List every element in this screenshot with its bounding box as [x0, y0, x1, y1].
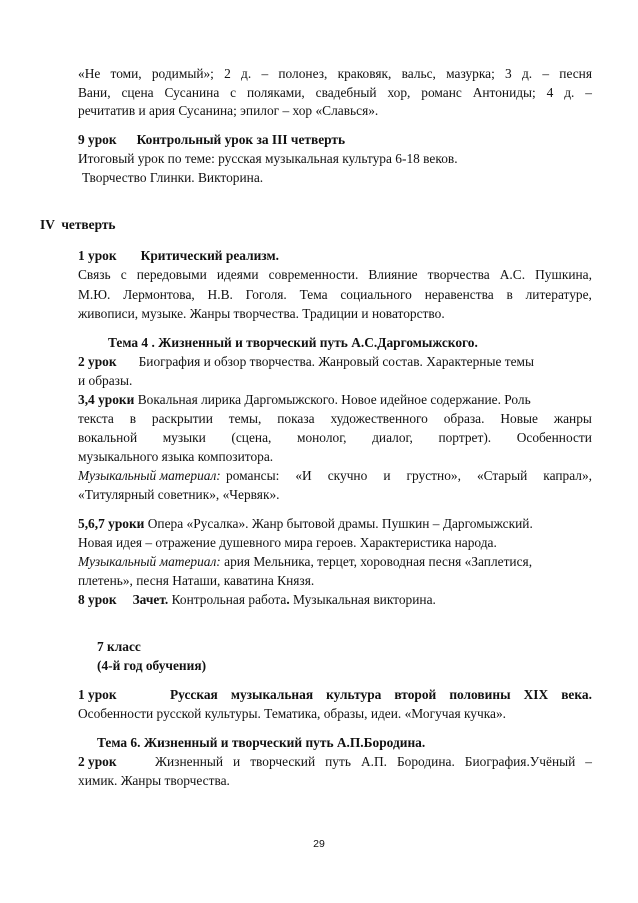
text-line: музыкального языка композитора.	[78, 449, 274, 464]
word: А.П.	[360, 754, 387, 769]
word: жанры	[553, 411, 592, 426]
word: грустно»,	[406, 468, 461, 483]
word: мазурка;	[446, 66, 495, 81]
word: с	[120, 267, 127, 282]
word: поляками,	[246, 85, 305, 100]
text-line: и образы.	[78, 373, 133, 388]
word: Новые	[500, 411, 538, 426]
word: полонез,	[278, 66, 328, 81]
word: капрал»,	[543, 468, 592, 483]
lesson-line	[78, 752, 592, 771]
quarter-heading: IV четверть	[40, 217, 116, 232]
word: Сусанина	[164, 85, 220, 100]
text-line: «Титулярный советник», «Червяк».	[78, 487, 280, 502]
bold-period: .	[286, 592, 290, 607]
text-line	[78, 409, 592, 428]
lesson-title: Зачет.	[132, 592, 169, 607]
text-line: Особенности русской культуры. Тематика, образы, идеи. «Могучая кучка».	[78, 706, 506, 721]
word: современности.	[268, 267, 359, 282]
lesson-text: Биография и обзор творчества. Жанровый состав. Характерные темы	[138, 354, 535, 369]
word: свадебный	[315, 85, 377, 100]
word: Особенности	[516, 430, 592, 445]
lesson-line	[78, 390, 531, 409]
word: Пушкина,	[535, 267, 592, 282]
word: «Старый	[476, 468, 528, 483]
word: М.Ю.	[78, 287, 111, 302]
lesson-number: 1 урок	[78, 248, 117, 263]
word: социального	[340, 287, 412, 302]
text-line: Итоговый урок по теме: русская музыкальная культура 6-18 веков.	[78, 151, 458, 166]
word: портрет).	[438, 430, 492, 445]
word: Жизненный	[155, 754, 224, 769]
word: с	[230, 85, 237, 100]
word: А.С.	[499, 267, 526, 282]
word: и	[233, 754, 241, 769]
lesson-line	[78, 590, 436, 609]
word: вокальной	[78, 430, 138, 445]
lesson-title: Критический реализм.	[140, 248, 279, 263]
material-line	[78, 552, 532, 571]
word: томи,	[110, 66, 142, 81]
lesson-text: Контрольная работа	[171, 592, 287, 607]
page-number: 29	[313, 838, 325, 850]
lesson-line	[78, 352, 534, 371]
word: 3	[505, 66, 512, 81]
word: монолог,	[296, 430, 347, 445]
word: диалог,	[372, 430, 413, 445]
word: в	[129, 411, 137, 426]
word: –	[542, 66, 550, 81]
word: Русская	[170, 687, 218, 702]
grade-subheading: (4-й год обучения)	[97, 658, 207, 673]
word: (сцена,	[231, 430, 272, 445]
word: песня	[559, 66, 592, 81]
word: д.	[521, 66, 533, 81]
word: передовыми	[136, 267, 207, 282]
word: текста	[78, 411, 114, 426]
word: музыкальная	[230, 687, 314, 702]
word: показа	[277, 411, 315, 426]
lesson-number: 5,6,7 уроки	[78, 516, 145, 531]
word: Бородина.	[396, 754, 455, 769]
word: 2	[224, 66, 231, 81]
word: и	[383, 468, 391, 483]
word: романс	[421, 85, 462, 100]
text-line: живописи, музыке. Жанры творчества. Традиции и новаторство.	[78, 306, 445, 321]
material-text: ария Мельника, терцет, хороводная песня «Заплетися,	[224, 554, 533, 569]
lesson-number: 2 урок	[78, 754, 117, 769]
word: Лермонтова,	[123, 287, 195, 302]
material-label: Музыкальный материал:	[78, 468, 221, 483]
word: литературе,	[525, 287, 592, 302]
material-label: Музыкальный материал:	[78, 554, 221, 569]
word: образа.	[443, 411, 485, 426]
word: музыки	[162, 430, 206, 445]
text-line: речитатив и ария Сусанина; эпилог – хор «Славься».	[78, 103, 379, 118]
text-line: Творчество Глинки. Викторина.	[82, 170, 264, 185]
word: половины	[449, 687, 511, 702]
text-line	[78, 428, 592, 447]
word: «Не	[78, 66, 101, 81]
word: века.	[561, 687, 592, 702]
text-line	[78, 83, 592, 102]
word: вальс,	[401, 66, 436, 81]
word: –	[261, 66, 269, 81]
word: второй	[394, 687, 437, 702]
lesson-number: 8 урок	[78, 592, 117, 607]
word: Влияние	[368, 267, 418, 282]
word: д.	[241, 66, 252, 81]
word: 4	[546, 85, 554, 100]
word: творчества	[427, 267, 490, 282]
word: родимый»;	[151, 66, 214, 81]
word: хор,	[387, 85, 411, 100]
word: краковяк,	[337, 66, 392, 81]
lesson-heading	[78, 130, 345, 149]
text-line: Новая идея – отражение душевного мира героев. Характеристика народа.	[78, 535, 497, 550]
grade-heading: 7 класс	[97, 639, 141, 654]
word: темы,	[228, 411, 262, 426]
lesson-title: Контрольный урок за III четверть	[136, 132, 346, 147]
word: Вани,	[78, 85, 111, 100]
word: раскрытии	[151, 411, 213, 426]
lesson-heading	[78, 685, 592, 704]
word: Антониды;	[472, 85, 536, 100]
text-line	[78, 64, 592, 83]
theme-heading: Тема 4 . Жизненный и творческий путь А.С.Даргомыжского.	[108, 335, 478, 350]
lesson-title	[170, 685, 592, 704]
lesson-text: Опера «Русалка». Жанр бытовой драмы. Пушкин – Даргомыжский.	[147, 516, 533, 531]
word: Н.В.	[207, 287, 233, 302]
lesson-line	[78, 514, 533, 533]
theme-heading: Тема 6. Жизненный и творческий путь А.П.Бородина.	[97, 735, 426, 750]
lesson-number: 9 урок	[78, 132, 117, 147]
word: Тема	[299, 287, 328, 302]
material-line	[78, 466, 592, 485]
word: идеями	[216, 267, 259, 282]
lesson-number: 2 урок	[78, 354, 117, 369]
material-text	[226, 466, 592, 485]
word: неравенства	[424, 287, 494, 302]
word: Связь	[78, 267, 111, 282]
word: XIX	[523, 687, 549, 702]
lesson-text: Вокальная лирика Даргомыжского. Новое идейное содержание. Роль	[137, 392, 531, 407]
lesson-text: Музыкальная викторина.	[293, 592, 436, 607]
word: художественного	[330, 411, 428, 426]
word: в	[506, 287, 513, 302]
text-line: химик. Жанры творчества.	[78, 773, 230, 788]
word: –	[585, 754, 592, 769]
word: Гоголя.	[245, 287, 287, 302]
word: путь	[325, 754, 351, 769]
word: скучно	[327, 468, 368, 483]
word: романсы:	[226, 468, 280, 483]
word: Биография.Учёный	[464, 754, 576, 769]
lesson-text	[155, 752, 592, 771]
lesson-number: 3,4 уроки	[78, 392, 135, 407]
text-line: плетень», песня Наташи, каватина Князя.	[78, 573, 315, 588]
lesson-number: 1 урок	[78, 687, 117, 702]
word: –	[585, 85, 592, 100]
word: «И	[295, 468, 312, 483]
text-line	[78, 285, 592, 304]
word: культура	[326, 687, 382, 702]
text-line	[78, 265, 592, 284]
word: д.	[564, 85, 575, 100]
word: творческий	[250, 754, 316, 769]
lesson-heading	[78, 246, 279, 265]
word: сцена	[121, 85, 154, 100]
